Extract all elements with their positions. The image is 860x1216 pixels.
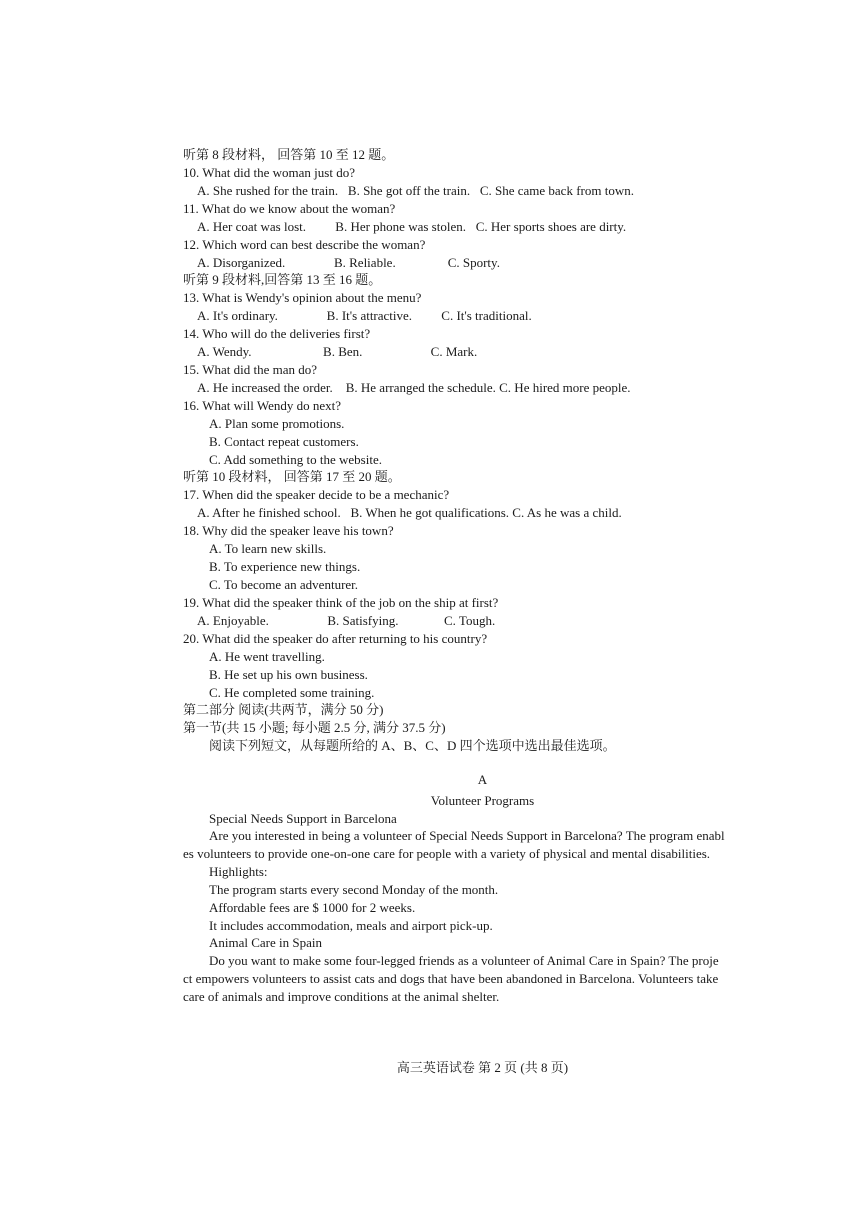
section-instruction: 听第 10 段材料， 回答第 17 至 20 题。 xyxy=(183,469,401,484)
program-heading: Animal Care in Spain xyxy=(209,935,323,950)
question-20: 20. What did the speaker do after returning to his country? xyxy=(183,631,488,646)
passage-title: Volunteer Programs xyxy=(430,793,535,808)
part-heading: 第二部分 阅读(共两节，满分 50 分) xyxy=(183,702,384,717)
option-20a: A. He went travelling. xyxy=(209,649,325,664)
question-16: 16. What will Wendy do next? xyxy=(183,398,342,413)
passage-letter: A xyxy=(477,772,488,787)
option-18a: A. To learn new skills. xyxy=(209,541,327,556)
section-heading: 第一节(共 15 小题; 每小题 2.5 分, 满分 37.5 分) xyxy=(183,720,446,735)
paragraph-line: care of animals and improve conditions at the animal shelter. xyxy=(183,989,500,1004)
question-11: 11. What do we know about the woman? xyxy=(183,201,396,216)
section-instruction: 听第 9 段材料,回答第 13 至 16 题。 xyxy=(183,272,382,287)
option-18c: C. To become an adventurer. xyxy=(209,577,359,592)
option-20b: B. He set up his own business. xyxy=(209,667,368,682)
highlight-item: It includes accommodation, meals and airport pick-up. xyxy=(209,918,493,933)
question-17: 17. When did the speaker decide to be a mechanic? xyxy=(183,487,450,502)
paragraph-line: Do you want to make some four-legged friends as a volunteer of Animal Care in Spain? The proje xyxy=(209,953,719,968)
paragraph-line: es volunteers to provide one-on-one care for people with a variety of physical and mental disabilities. xyxy=(183,846,711,861)
question-13: 13. What is Wendy's opinion about the menu? xyxy=(183,290,422,305)
paragraph-line: ct empowers volunteers to assist cats and dogs that have been abandoned in Barcelona. Volunteers take xyxy=(183,971,719,986)
page-footer: 高三英语试卷 第 2 页 (共 8 页) xyxy=(396,1060,569,1075)
paragraph-line: Are you interested in being a volunteer of Special Needs Support in Barcelona? The program enabl xyxy=(209,828,725,843)
program-heading: Special Needs Support in Barcelona xyxy=(209,811,397,826)
option-16b: B. Contact repeat customers. xyxy=(209,434,359,449)
options-11: A. Her coat was lost. B. Her phone was stolen. C. Her sports shoes are dirty. xyxy=(197,219,627,234)
options-17: A. After he finished school. B. When he got qualifications. C. As he was a child. xyxy=(197,505,622,520)
question-12: 12. Which word can best describe the woman? xyxy=(183,237,426,252)
highlight-item: The program starts every second Monday of the month. xyxy=(209,882,499,897)
section-instruction: 听第 8 段材料， 回答第 10 至 12 题。 xyxy=(183,147,395,162)
option-20c: C. He completed some training. xyxy=(209,685,375,700)
reading-instruction: 阅读下列短文，从每题所给的 A、B、C、D 四个选项中选出最佳选项。 xyxy=(209,738,616,753)
options-14: A. Wendy. B. Ben. C. Mark. xyxy=(197,344,478,359)
options-19: A. Enjoyable. B. Satisfying. C. Tough. xyxy=(197,613,496,628)
option-16a: A. Plan some promotions. xyxy=(209,416,345,431)
options-12: A. Disorganized. B. Reliable. C. Sporty. xyxy=(197,255,500,270)
question-19: 19. What did the speaker think of the job on the ship at first? xyxy=(183,595,499,610)
question-10: 10. What did the woman just do? xyxy=(183,165,355,180)
question-18: 18. Why did the speaker leave his town? xyxy=(183,523,394,538)
highlight-item: Affordable fees are $ 1000 for 2 weeks. xyxy=(209,900,416,915)
question-15: 15. What did the man do? xyxy=(183,362,318,377)
options-15: A. He increased the order. B. He arranged the schedule. C. He hired more people. xyxy=(197,380,631,395)
highlights-label: Highlights: xyxy=(209,864,268,879)
question-14: 14. Who will do the deliveries first? xyxy=(183,326,371,341)
options-13: A. It's ordinary. B. It's attractive. C. It's traditional. xyxy=(197,308,532,323)
options-10: A. She rushed for the train. B. She got off the train. C. She came back from town. xyxy=(197,183,634,198)
option-16c: C. Add something to the website. xyxy=(209,452,382,467)
option-18b: B. To experience new things. xyxy=(209,559,361,574)
